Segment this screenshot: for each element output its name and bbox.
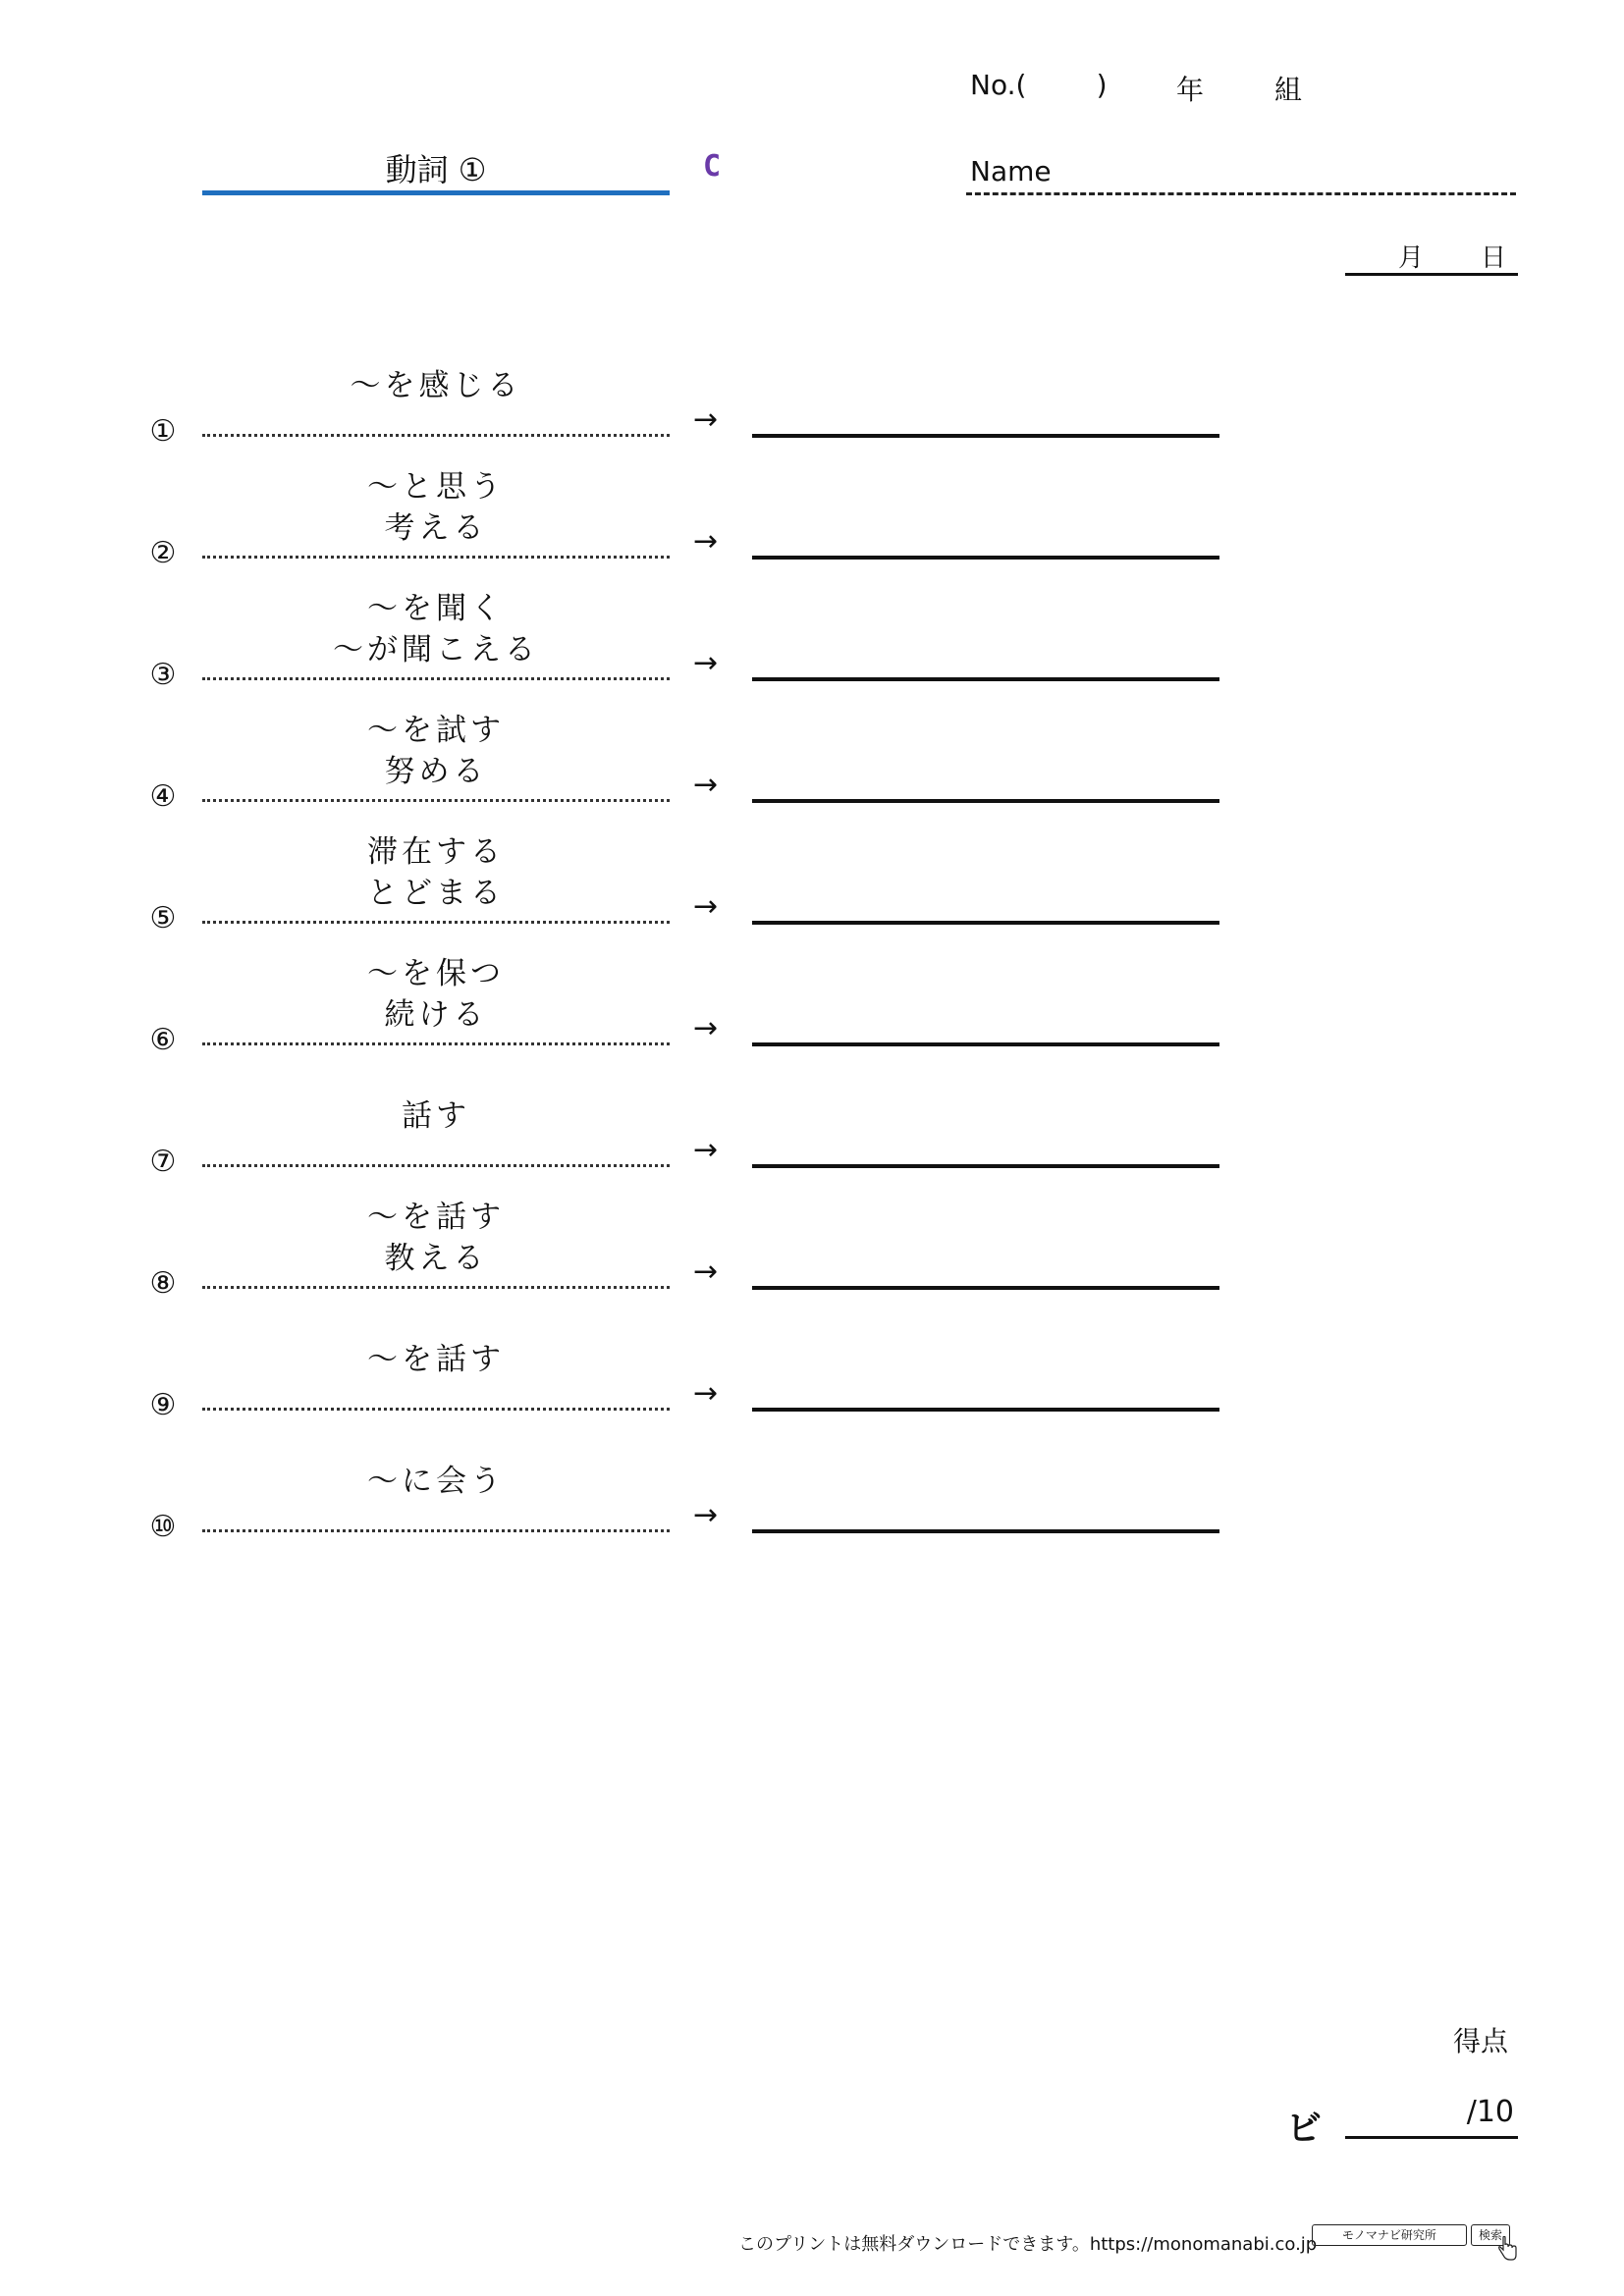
date-field[interactable] — [1345, 273, 1518, 276]
number-field-label: No.( ) — [970, 69, 1108, 101]
arrow-icon: → — [693, 889, 719, 924]
name-field[interactable] — [966, 192, 1516, 195]
score-mascot-icon: ビ — [1286, 2109, 1323, 2149]
question-prompt: ～を聞く ～が聞こえる — [333, 591, 539, 667]
question-number: ④ — [149, 779, 177, 814]
answer-field[interactable] — [752, 677, 1219, 681]
footer-search-box[interactable]: モノマナビ研究所 — [1312, 2224, 1467, 2246]
score-total: /10 — [1466, 2095, 1514, 2129]
title-underline — [202, 190, 670, 195]
prompt-dotted-rule — [202, 1529, 670, 1532]
question-row — [0, 828, 1624, 950]
question-number: ⑧ — [149, 1266, 177, 1301]
question-prompt: ～を保つ 続ける — [367, 956, 505, 1033]
answer-field[interactable] — [752, 556, 1219, 560]
question-row — [0, 950, 1624, 1072]
level-badge: C — [703, 149, 722, 184]
page-title: 動詞 ① — [385, 151, 487, 188]
arrow-icon: → — [693, 768, 719, 802]
question-number: ② — [149, 536, 177, 570]
arrow-icon: → — [693, 1255, 719, 1289]
question-number: ⑥ — [149, 1023, 177, 1057]
answer-field[interactable] — [752, 799, 1219, 803]
question-prompt: ～と思う 考える — [367, 469, 505, 546]
prompt-dotted-rule — [202, 556, 670, 559]
answer-field[interactable] — [752, 1286, 1219, 1290]
question-prompt: ～を感じる — [350, 368, 522, 403]
name-label: Name — [970, 155, 1052, 187]
question-prompt: 滞在する とどまる — [367, 834, 505, 911]
question-row — [0, 1315, 1624, 1437]
question-prompt: ～を話す 教える — [367, 1200, 505, 1276]
arrow-icon: → — [693, 1011, 719, 1045]
answer-field[interactable] — [752, 1529, 1219, 1533]
question-number: ⑦ — [149, 1145, 177, 1179]
arrow-icon: → — [693, 1498, 719, 1532]
prompt-dotted-rule — [202, 1408, 670, 1411]
prompt-dotted-rule — [202, 799, 670, 802]
prompt-dotted-rule — [202, 434, 670, 437]
prompt-dotted-rule — [202, 1286, 670, 1289]
question-row — [0, 342, 1624, 463]
answer-field[interactable] — [752, 1042, 1219, 1046]
answer-field[interactable] — [752, 1164, 1219, 1168]
grade-label: 年 — [1176, 74, 1205, 106]
arrow-icon: → — [693, 524, 719, 559]
question-row — [0, 585, 1624, 707]
arrow-icon: → — [693, 646, 719, 680]
question-number: ⑤ — [149, 901, 177, 935]
question-row — [0, 1072, 1624, 1194]
question-prompt: ～に会う — [367, 1464, 505, 1499]
month-label: 月 — [1398, 243, 1425, 273]
question-number: ⑩ — [149, 1510, 177, 1544]
question-row — [0, 707, 1624, 828]
arrow-icon: → — [693, 402, 719, 437]
question-prompt: ～を話す — [367, 1342, 505, 1377]
prompt-dotted-rule — [202, 921, 670, 924]
answer-field[interactable] — [752, 921, 1219, 925]
question-row — [0, 463, 1624, 585]
question-prompt: 話す — [402, 1098, 470, 1134]
prompt-dotted-rule — [202, 1164, 670, 1167]
arrow-icon: → — [693, 1133, 719, 1167]
question-number: ⑨ — [149, 1388, 177, 1422]
question-row — [0, 1194, 1624, 1315]
arrow-icon: → — [693, 1376, 719, 1411]
question-number: ③ — [149, 658, 177, 692]
footer-download-note[interactable]: このプリントは無料ダウンロードできます。https://monomanabi.co.jp — [738, 2234, 1318, 2255]
answer-field[interactable] — [752, 434, 1219, 438]
question-number: ① — [149, 414, 177, 449]
hand-pointer-icon — [1496, 2236, 1518, 2262]
question-row — [0, 1437, 1624, 1559]
question-prompt: ～を試す 努める — [367, 713, 505, 789]
prompt-dotted-rule — [202, 677, 670, 680]
day-label: 日 — [1481, 243, 1507, 273]
score-label: 得点 — [1453, 2025, 1509, 2057]
class-label: 組 — [1274, 74, 1303, 106]
prompt-dotted-rule — [202, 1042, 670, 1045]
score-field[interactable] — [1345, 2136, 1518, 2139]
answer-field[interactable] — [752, 1408, 1219, 1412]
footer-search-button[interactable]: 検索 — [1471, 2224, 1510, 2246]
